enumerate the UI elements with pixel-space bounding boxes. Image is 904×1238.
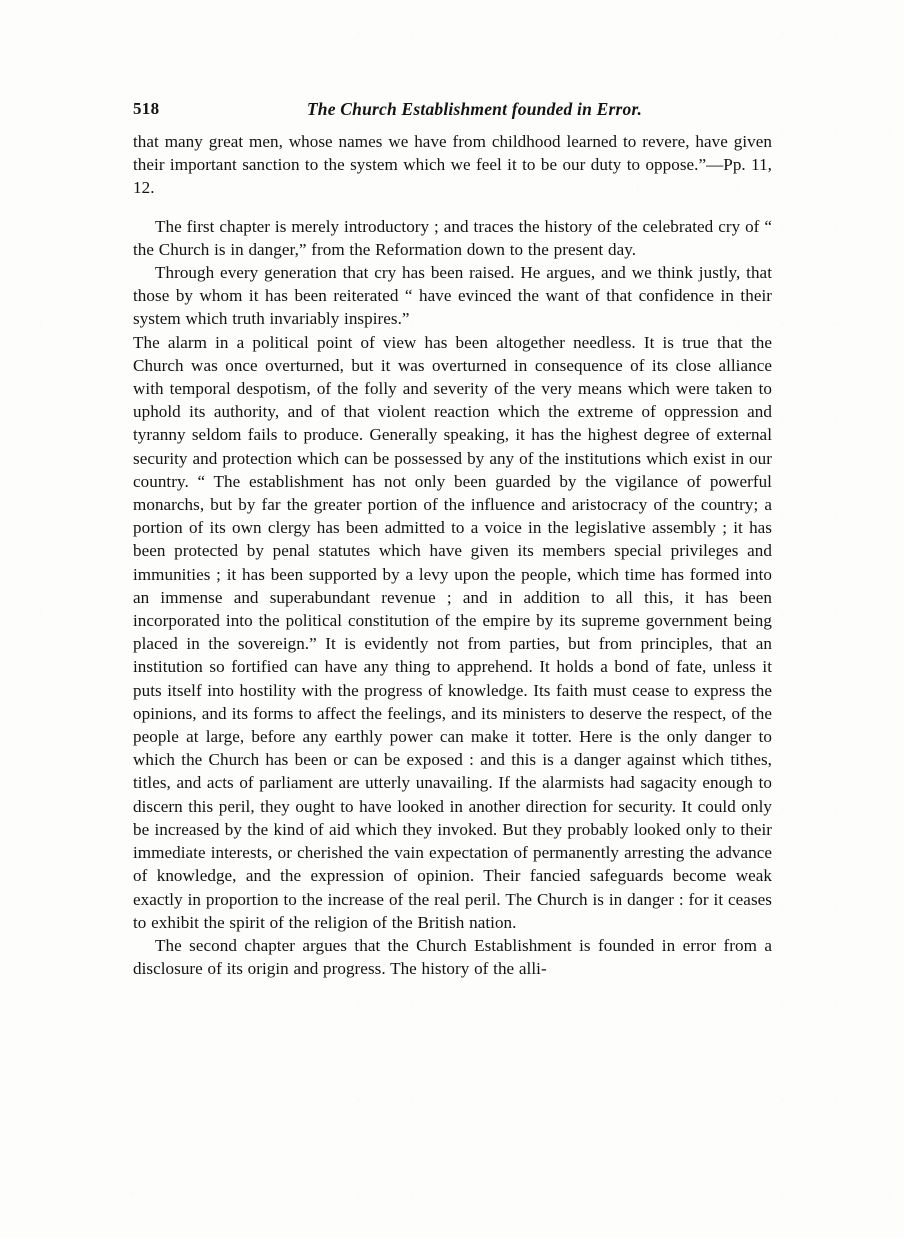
paragraph-quoted-extract: that many great men, whose names we have from childhood learned to revere, have given their important sanction to the system which we feel it to be our duty to oppose.”—Pp. 11, 12.	[133, 132, 772, 198]
running-title: The Church Establishment founded in Error.	[306, 99, 643, 119]
paragraph-first-chapter: The first chapter is merely introductory ; and traces the history of the celebrated cry of “ the Church is in danger,” from the Reformation down to the present day.	[133, 216, 772, 259]
page-number: 518	[133, 99, 160, 118]
paragraph-political-alarm: The alarm in a political point of view has been altogether needless. It is true that the Church was once overturned, but it was overturned in consequence of its close alliance with temporal despotism, of the folly and severity of the very means which were taken to uphold its authority, and of that violent reaction which the extreme of oppression and tyranny seldom fails to produce. Generally speaking, it has the highest degree of external security and protection which can be possessed by any of the institutions which exist in our country. “ The establishment has not only been guarded by the vigilance of powerful monarchs, but by far the greater portion of the influence and aristocracy of the country; a portion of its own clergy has been admitted to a voice in the legislative assembly ; it has been protected by penal statutes which have given its members special privileges and immunities ; it has been supported by a levy upon the people, which time has formed into an immense and superabundant revenue ; and in addition to all this, it has been incorporated into the political constitution of the empire by its supreme government being placed in the sovereign.” It is evidently not from parties, but from principles, that an institution so fortified can have any thing to apprehend. It holds a bond of fate, unless it puts itself into hostility with the progress of knowledge. Its faith must cease to express the opinions, and its forms to affect the feelings, and its ministers to deserve the respect, of the people at large, before any earthly power can make it totter. Here is the only danger to which the Church has been or can be exposed : and this is a danger against which tithes, titles, and acts of parliament are utterly unavailing. If the alarmists had sagacity enough to discern this peril, they ought to have looked in another direction for security. It could only be increased by the kind of aid which they invoked. But they probably looked only to their immediate interests, or cherished the vain expectation of permanently arresting the advance of knowledge, and the expression of opinion. Their fancied safeguards become weak exactly in proportion to the increase of the real peril. The Church is in danger : for it ceases to exhibit the spirit of the religion of the British nation.	[133, 332, 772, 932]
paragraph-every-generation: Through every generation that cry has been raised. He argues, and we think justly, that those by whom it has been reiterated “ have evinced the want of that confidence in their system which truth invariably inspires.”	[133, 263, 772, 329]
running-head	[133, 97, 772, 121]
body-text-block	[133, 130, 772, 980]
paragraph-second-chapter: The second chapter argues that the Church Establishment is founded in error from a disclosure of its origin and progress. The history of the alli-	[133, 935, 772, 979]
